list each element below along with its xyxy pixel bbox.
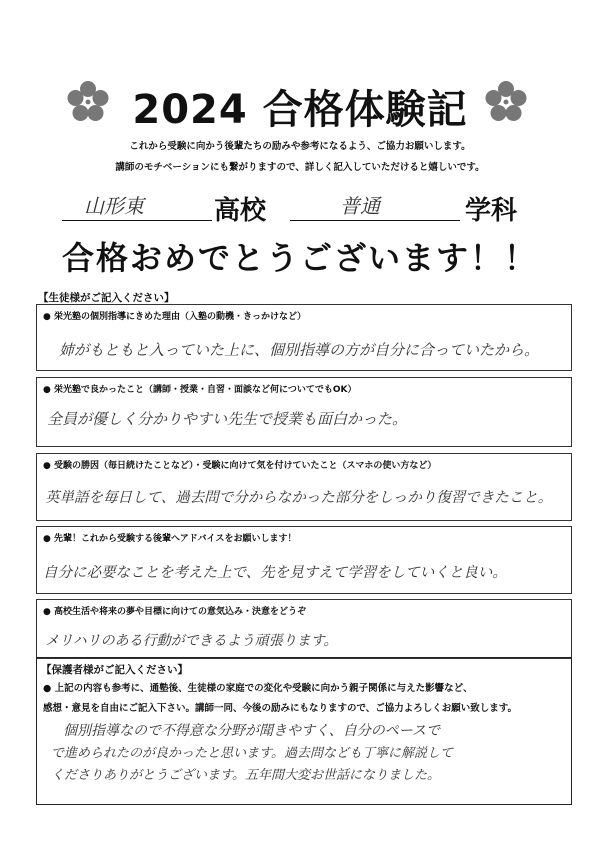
question-box-4 — [36, 526, 572, 594]
school-name-field — [62, 188, 212, 221]
congrats-heading: 合格おめでとうございます！！ — [61, 239, 538, 277]
question-label-2: ● 栄光塾で良かったこと（講師・授業・自習・面談など何についてでもOK） — [43, 385, 357, 395]
question-box-5 — [36, 599, 572, 659]
question-label-4: ● 先輩！これから受験する後輩へアドバイスをお願いします！ — [43, 534, 297, 544]
subtitle-line-2: 講師のモチベーションにも繋がりますので、詳しく記入していただけると嬉しいです。 — [115, 162, 485, 173]
course-name-field — [290, 188, 460, 221]
school-name-value: 山形東 — [84, 194, 144, 218]
answer-1: 姉がもともと入っていた上に、個別指導の方が自分に合っていたから。 — [59, 341, 540, 359]
parent-answer-line-3: くださりありがとうございます。五年間大変お世話になりました。 — [51, 768, 440, 783]
parent-section-box — [36, 657, 572, 805]
question-box-2 — [36, 377, 572, 447]
parent-note-line-2: 感想・意見を自由にご記入下さい。講師一同、今後の励みにもなりますので、ご協力よろしくお願い致します。 — [43, 703, 518, 714]
course-label: 学科 — [465, 196, 518, 226]
answer-2: 全員が優しく分かりやすい先生で授業も面白かった。 — [47, 410, 408, 428]
school-label: 高校 — [214, 196, 267, 226]
answer-3: 英単語を毎日して、過去問で分からなかった部分をしっかり復習できたこと。 — [45, 490, 553, 506]
question-label-1: ● 栄光塾の個別指導にきめた理由（入塾の動機・きっかけなど） — [43, 312, 307, 322]
page-title: 2024 合格体験記 — [132, 87, 468, 133]
subtitle-line-1: これから受験に向かう後輩たちの励みや参考になるよう、ご協力お願いします。 — [129, 141, 471, 152]
parent-section-label: 【保護者様がご記入ください】 — [41, 664, 188, 676]
question-label-3: ● 受験の勝因（毎日続けたことなど）・受験に向けて気を付けていたこと（スマホの使い方など） — [43, 461, 437, 471]
answer-4: 自分に必要なことを考えた上で、先を見すえて学習をしていくと良い。 — [43, 565, 507, 581]
parent-note-line-1: ● 上記の内容も参考に、通塾後、生徒様の家庭での変化や受験に向かう親子関係に与えた影響など、 — [43, 683, 473, 694]
answer-5: メリハリのある行動ができるよう頑張ります。 — [45, 633, 338, 649]
question-box-3 — [36, 453, 572, 521]
student-section-label: 【生徒様がご記入ください】 — [38, 292, 175, 304]
course-name-value: 普通 — [340, 194, 380, 218]
question-box-1 — [36, 304, 572, 371]
parent-answer-line-2: で進められたのが良かったと思います。過去問なども丁寧に解説して — [51, 746, 453, 761]
parent-answer-line-1: 個別指導なので不得意な分野が聞きやすく、自分のペースで — [63, 723, 441, 739]
question-label-5: ● 高校生活や将来の夢や目標に向けての意気込み・決意をどうぞ — [43, 607, 307, 617]
